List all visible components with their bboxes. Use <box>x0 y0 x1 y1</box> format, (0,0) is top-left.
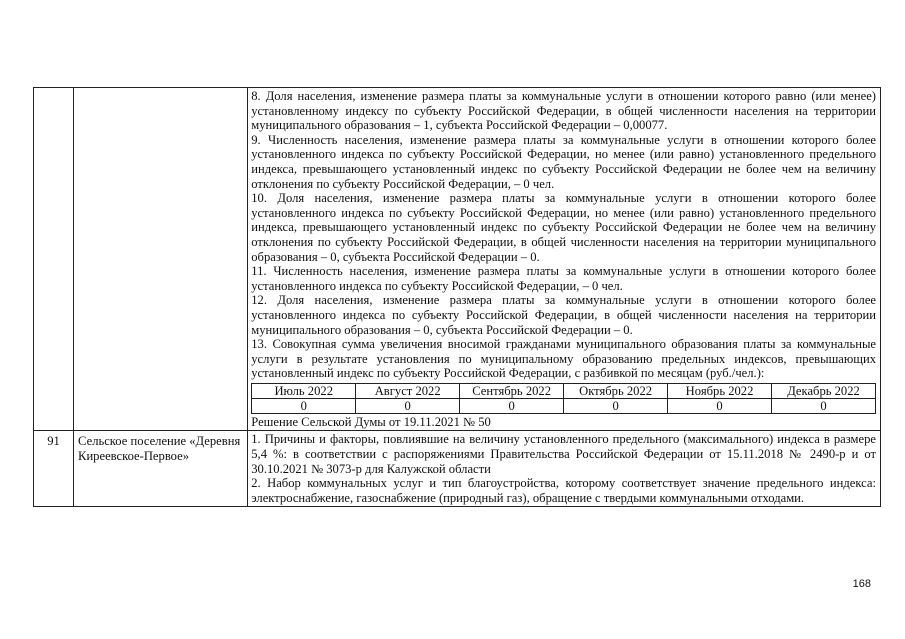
description-cell <box>248 431 881 507</box>
month-value: 0 <box>252 398 356 413</box>
month-value: 0 <box>356 398 460 413</box>
page-number: 168 <box>852 578 871 590</box>
month-header: Декабрь 2022 <box>772 383 876 398</box>
months-values-row <box>252 398 876 413</box>
table-row <box>34 88 881 431</box>
list-item: 11. Численность населения, изменение размера платы за коммунальные услуги в отношении которого более установленного индекса по субъекту Российской Федерации, – 0 чел. <box>251 264 876 293</box>
month-header: Июль 2022 <box>252 383 356 398</box>
list-item: 9. Численность населения, изменение размера платы за коммунальные услуги в отношении которого более установленного индекса по субъекту Российской Федерации, но менее (или равно) установленного предельного индекса, превышающего установленный индекс по субъекту Российской Федерации не более чем на величину отклонения по субъекту Российской Федерации, – 0 чел. <box>251 132 876 191</box>
list-item: 1. Причины и факторы, повлиявшие на величину установленного предельного (максимального) индекса в размере 5,4 %: в соответствии с распоряжениями Правительства Российской Федерации от 15.11.2018 № 2490-р и от 30.10.2021 № 3073-р для Калужской области <box>251 432 876 476</box>
month-header: Октябрь 2022 <box>564 383 668 398</box>
row-number-cell: 91 <box>34 431 74 507</box>
month-value: 0 <box>460 398 564 413</box>
month-value: 0 <box>668 398 772 413</box>
list-item: 8. Доля населения, изменение размера платы за коммунальные услуги в отношении которого равно (или менее) установленному индексу по субъекту Российской Федерации, в общей численности населения на территории муниципального образования – 1, субъекта Российской Федерации – 0,00077. <box>251 89 876 133</box>
month-header: Август 2022 <box>356 383 460 398</box>
description-cell <box>248 88 881 431</box>
list-item: 12. Доля населения, изменение размера платы за коммунальные услуги в отношении которого более установленного индекса по субъекту Российской Федерации, в общей численности населения на территории муниципального образования – 0, субъекта Российской Федерации – 0. <box>251 293 876 337</box>
list-item: 2. Набор коммунальных услуг и тип благоустройства, которому соответствует значение предельного индекса: электроснабжение, газоснабжение (природный газ), обращение с твердыми коммунальными отходами. <box>251 476 876 505</box>
list-item: 13. Совокупная сумма увеличения вносимой гражданами муниципального образования платы за коммунальные услуги в результате установления по муниципальному образованию предельных индексов, превышающих установленный индекс по субъекту Российской Федерации, с разбивкой по месяцам (руб./чел.): <box>251 337 876 381</box>
municipality-name-cell: Сельское поселение «Деревня Киреевское-Первое» <box>74 431 248 507</box>
municipality-name-cell <box>74 88 248 431</box>
month-header: Ноябрь 2022 <box>668 383 772 398</box>
month-header: Сентябрь 2022 <box>460 383 564 398</box>
table-row <box>34 431 881 507</box>
decision-reference: Решение Сельской Думы от 19.11.2021 № 50 <box>251 414 491 429</box>
monthly-amounts-table <box>251 383 876 414</box>
month-value: 0 <box>772 398 876 413</box>
month-value: 0 <box>564 398 668 413</box>
row-number-cell <box>34 88 74 431</box>
months-header-row <box>252 383 876 398</box>
municipal-index-table <box>33 87 881 507</box>
list-item: 10. Доля населения, изменение размера платы за коммунальные услуги в отношении которого более установленного индекса по субъекту Российской Федерации, но менее (или равно) установленного предельного индекса, превышающего установленный индекс по субъекту Российской Федерации не более чем на величину отклонения по субъекту Российской Федерации, в общей численности населения на территории муниципального образования – 0, субъекта Российской Федерации – 0. <box>251 191 876 264</box>
